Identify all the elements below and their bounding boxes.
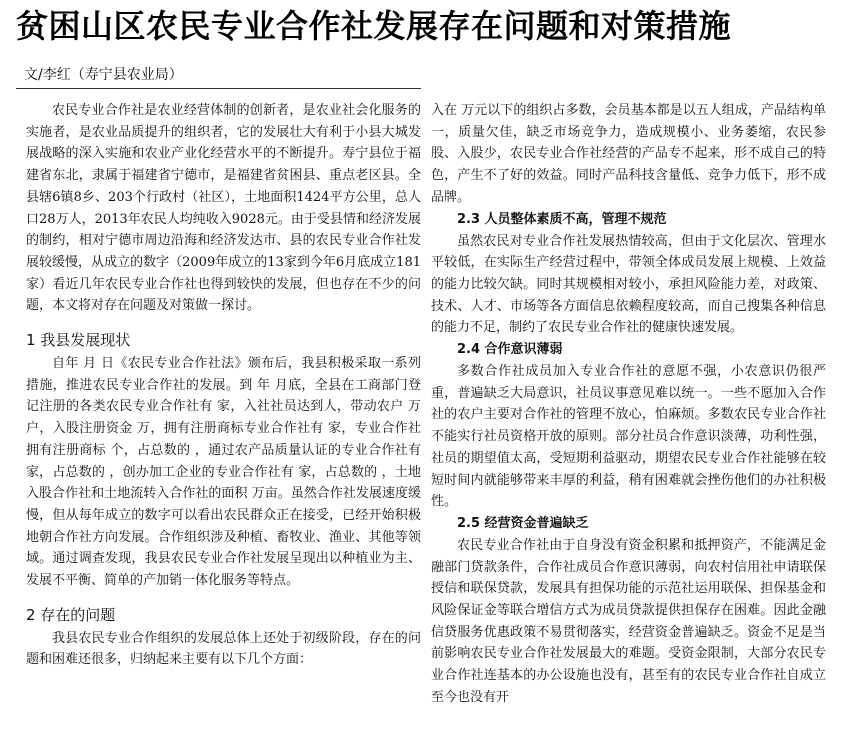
subsection-2-4-paragraph: 多数合作社成员加入专业合作社的意愿不强，小农意识仍很严重，普遍缺乏大局意识，社员议事意见难以统一。一些不愿加入合作社的农户主要对合作社的管理不放心，怕麻烦。多数农民专业合作社不能实行社员资格开放的原则。部分社员合作意识淡薄，功利性强，社员的期望值太高，受短期利益驱动，期望农民专业合作社能够在较短时间内就能够带来丰厚的利益，稍有困难就会挫伤他们的办社积极性。 — [431, 364, 826, 510]
current-status-paragraph: 自年 月 日《农民专业合作社法》颁布后，我县积极采取一系列措施，推进农民专业合作社的发展。到 年 月底，全县在工商部门登记注册的各类农民专业合作社有 家，入社社员达到人，带动农户 万户，入股注册资金 万，拥有注册商标专业合作社有 家，专业合作社拥有注册商标 个，占总数的 ，通过农产品质量认证的专业合作社有 家，占总数的 ，创办加工企业的专业合作社有 家，占总数的 ，土地入股合作社和土地流转入合作社的面积 万亩。虽然合作社发展速度缓慢，但从每年成立的数字可以看出农民群众正在接受，已经开始积极地朝合作社方向发展。合作组织涉及种植、畜牧业、渔业、其他等领域。通过调查发现，我县农民专业合作社发展呈现出以种植业为主、发展不平衡、简单的产加销一体化服务等特点。 — [26, 356, 421, 589]
problems-intro-paragraph: 我县农民专业合作组织的发展总体上还处于初级阶段，存在的问题和困难还很多，归纳起来主要有以下几个方面： — [26, 630, 421, 668]
subsection-heading-2-5: 2.5 经营资金普遍缺乏 — [457, 515, 589, 531]
left-column — [26, 100, 421, 671]
subsection-heading-2-4: 2.4 合作意识薄弱 — [457, 342, 563, 358]
subsection-2-5-paragraph: 农民专业合作社由于自身没有资金积累和抵押资产，不能满足金融部门贷款条件，合作社成员合作意识薄弱，向农村信用社申请联保授信和联保贷款，发展具有担保功能的示范社运用联保、担保基金和风险保证金等联合增信方式为成员贷款提供担保存在困难。因此金融信贷服务优惠政策不易贯彻落实，经营资金普遍缺乏。资金不足是当前影响农民专业合作社发展最大的难题。受资金限制，大部分农民专业合作社连基本的办公设施也没有，甚至有的农民专业合作社自成立至今也没有开 — [431, 537, 826, 705]
intro-paragraph: 农民专业合作社是农业经营体制的创新者，是农业社会化服务的实施者，是农业品质提升的组织者，它的发展壮大有利于小县大城发展战略的深入实施和农业产业化经营水平的不断提升。寿宁县位于福建省东北，隶属于福建省宁德市，是福建省贫困县、重点老区县。全县辖6镇8乡、203个行政村（社区），土地面积1424平方公里，总人口28万人，2013年农民人均纯收入9028元。由于受县情和经济发展的制约，相对宁德市周边沿海和经济发达市、县的农民专业合作社发展较缓慢，从成立的数字（2009年成立的13家到今年6月底成立181家）看近几年农民专业合作社也得到较快的发展，但也存在不少的问题，本文将对存在问题及对策做一探讨。 — [26, 103, 421, 314]
subsection-heading-2-3: 2.3 人员整体素质不高，管理不规范 — [457, 211, 667, 227]
section-heading-problems: 2 存在的问题 — [26, 605, 116, 624]
byline-divider — [16, 88, 421, 89]
section-heading-current-status: 1 我县发展现状 — [26, 331, 131, 350]
article-title: 贫困山区农民专业合作社发展存在问题和对策措施 — [16, 7, 732, 45]
subsection-2-3-paragraph: 虽然农民对专业合作社发展热情较高，但由于文化层次、管理水平较低，在实际生产经营过程中，带领全体成员发展上规模、上效益的能力比较欠缺。同时其规模相对较小，承担风险能力差，对政策、技术、人才、市场等各方面信息依赖程度较高，而自己搜集各种信息的能力不足，制约了农民专业合作社的健康快速发展。 — [431, 233, 826, 336]
author-byline: 文/李红（寿宁县农业局） — [24, 67, 183, 83]
continued-paragraph: 入在 万元以下的组织占多数，会员基本都是以五人组成，产品结构单一，质量欠佳，缺乏市场竞争力，造成规模小、业务萎缩，农民参股、入股少，农民专业合作社经营的产品专不起来，形不成自己的特色，产生不了好的效益。同时产品科技含量低、竞争力低下，形不成品牌。 — [431, 103, 826, 205]
right-column — [431, 100, 826, 709]
